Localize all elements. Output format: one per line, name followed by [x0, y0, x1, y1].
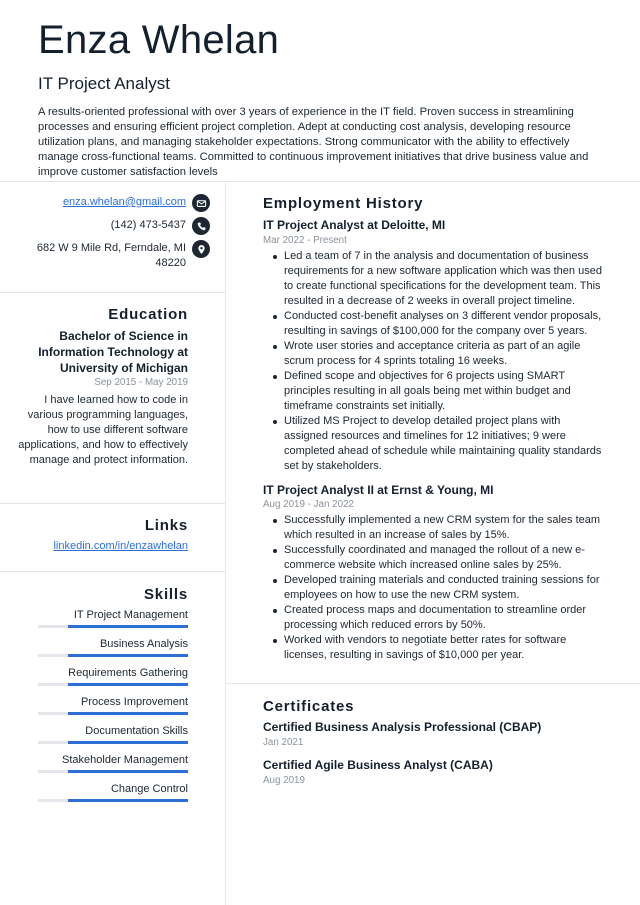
address: 682 W 9 Mile Rd, Ferndale, MI 48220 — [36, 242, 186, 269]
education-divider — [0, 503, 225, 504]
contact-address-row — [10, 241, 210, 271]
skill-level-bar — [38, 654, 188, 657]
skill-name: IT Project Management — [73, 609, 188, 621]
skill-level-fill — [68, 625, 188, 628]
job-bullet: Successfully implemented a new CRM system for the sales team which resulted in an increase of sales by 15%. — [284, 513, 604, 543]
skill-level-fill — [68, 654, 188, 657]
skill-item — [38, 609, 188, 628]
skill-level-fill — [68, 799, 188, 802]
certificate-name: Certified Agile Business Analyst (CABA) — [263, 758, 493, 772]
education-dates: Sep 2015 - May 2019 — [94, 377, 188, 388]
links-heading: Links — [144, 517, 188, 534]
skill-level-bar — [38, 799, 188, 802]
skill-name: Business Analysis — [99, 638, 188, 650]
skill-level-bar — [38, 683, 188, 686]
phone-icon — [192, 217, 210, 235]
skill-name: Stakeholder Management — [62, 754, 188, 766]
job-bullet: Conducted cost-benefit analyses on 3 different vendor proposals, resulting in savings of $100,000 for the company over 5 years. — [284, 309, 604, 339]
skill-level-bar — [38, 770, 188, 773]
job-bullet: Wrote user stories and acceptance criteria as part of an agile scrum process for 4 sprints totaling 16 weeks. — [284, 339, 604, 369]
job-bullet: Developed training materials and conducted training sessions for employees on how to use the new CRM system. — [284, 573, 604, 603]
skill-name: Requirements Gathering — [68, 667, 188, 679]
job-bullet: Led a team of 7 in the analysis and documentation of business requirements for a new software application which was then used to create functional specifications for the development team. This resulted in a decrease of 2 weeks in overall project timeline. — [284, 249, 604, 309]
certificate-name: Certified Business Analysis Professional (CBAP) — [263, 720, 542, 734]
links-divider — [0, 571, 225, 572]
job-bullet: Created process maps and documentation to streamline order processing which reduced errors by 50%. — [284, 603, 604, 633]
certificate-date: Jan 2021 — [263, 737, 304, 748]
profile-summary: A results-oriented professional with over 3 years of experience in the IT field. Proven success in streamlining processes and ensuring efficient project completion. Adept at conducting cost analysis, developing resource utilization plans, and managing stakeholder expectations. Strong communicator with the ability to effectively manage cross-functional teams. Committed to continuous improvement initiatives that drive business value and improve customer satisfaction levels — [38, 106, 589, 178]
skill-item — [38, 725, 188, 744]
education-description: I have learned how to code in various programming languages, how to use different software applications, and how to effectively manage and protect information. — [18, 394, 188, 466]
skill-item — [38, 667, 188, 686]
job-dates: Mar 2022 - Present — [263, 235, 347, 246]
candidate-title: IT Project Analyst — [38, 74, 170, 93]
education-degree: Bachelor of Science in Information Technology at University of Michigan — [38, 329, 188, 375]
skill-item — [38, 696, 188, 715]
contact-divider — [0, 292, 225, 293]
envelope-icon — [192, 194, 210, 212]
skill-level-bar — [38, 625, 188, 628]
linkedin-link[interactable]: linkedin.com/in/enzawhelan — [53, 540, 188, 552]
job-bullet: Worked with vendors to negotiate better rates for software licenses, resulting in savings of $10,000 per year. — [284, 633, 604, 663]
education-heading: Education — [108, 306, 188, 323]
skills-heading: Skills — [144, 586, 188, 603]
job-title: IT Project Analyst II at Ernst & Young, MI — [263, 483, 494, 497]
skill-name: Documentation Skills — [85, 725, 188, 737]
job-bullet: Successfully coordinated and managed the rollout of a new e-commerce website which increased online sales by 25%. — [284, 543, 604, 573]
skill-level-bar — [38, 712, 188, 715]
job-title: IT Project Analyst at Deloitte, MI — [263, 218, 446, 232]
certificates-heading: Certificates — [263, 698, 355, 715]
candidate-name: Enza Whelan — [38, 18, 280, 62]
job-bullet: Defined scope and objectives for 6 projects using SMART principles resulting in all goals being met within budget and timeframe constraints set initially. — [284, 369, 604, 414]
email-link[interactable]: enza.whelan@gmail.com — [62, 196, 186, 208]
skill-level-bar — [38, 741, 188, 744]
job-dates: Aug 2019 - Jan 2022 — [263, 499, 354, 510]
map-pin-icon — [192, 240, 210, 258]
skill-level-fill — [68, 770, 188, 773]
contact-phone-row — [10, 218, 210, 235]
phone-number: (142) 473-5437 — [110, 219, 186, 231]
skill-level-fill — [68, 683, 188, 686]
skill-level-fill — [68, 712, 188, 715]
employment-divider — [226, 683, 640, 684]
skill-item — [38, 638, 188, 657]
skill-name: Process Improvement — [81, 696, 188, 708]
employment-heading: Employment History — [263, 195, 424, 212]
contact-email-row — [10, 195, 210, 212]
job-bullet: Utilized MS Project to develop detailed project plans with assigned resources and timelines for 12 initiatives; 9 were completed ahead of schedule while maintaining quality standards set by stakeholders. — [284, 414, 604, 474]
certificate-date: Aug 2019 — [263, 775, 305, 786]
skill-name: Change Control — [110, 783, 188, 795]
header-divider — [0, 181, 640, 182]
skill-item — [38, 783, 188, 802]
skill-level-fill — [68, 741, 188, 744]
skill-item — [38, 754, 188, 773]
column-divider — [225, 181, 226, 905]
job-bullets — [284, 513, 604, 663]
job-bullets — [284, 249, 604, 474]
